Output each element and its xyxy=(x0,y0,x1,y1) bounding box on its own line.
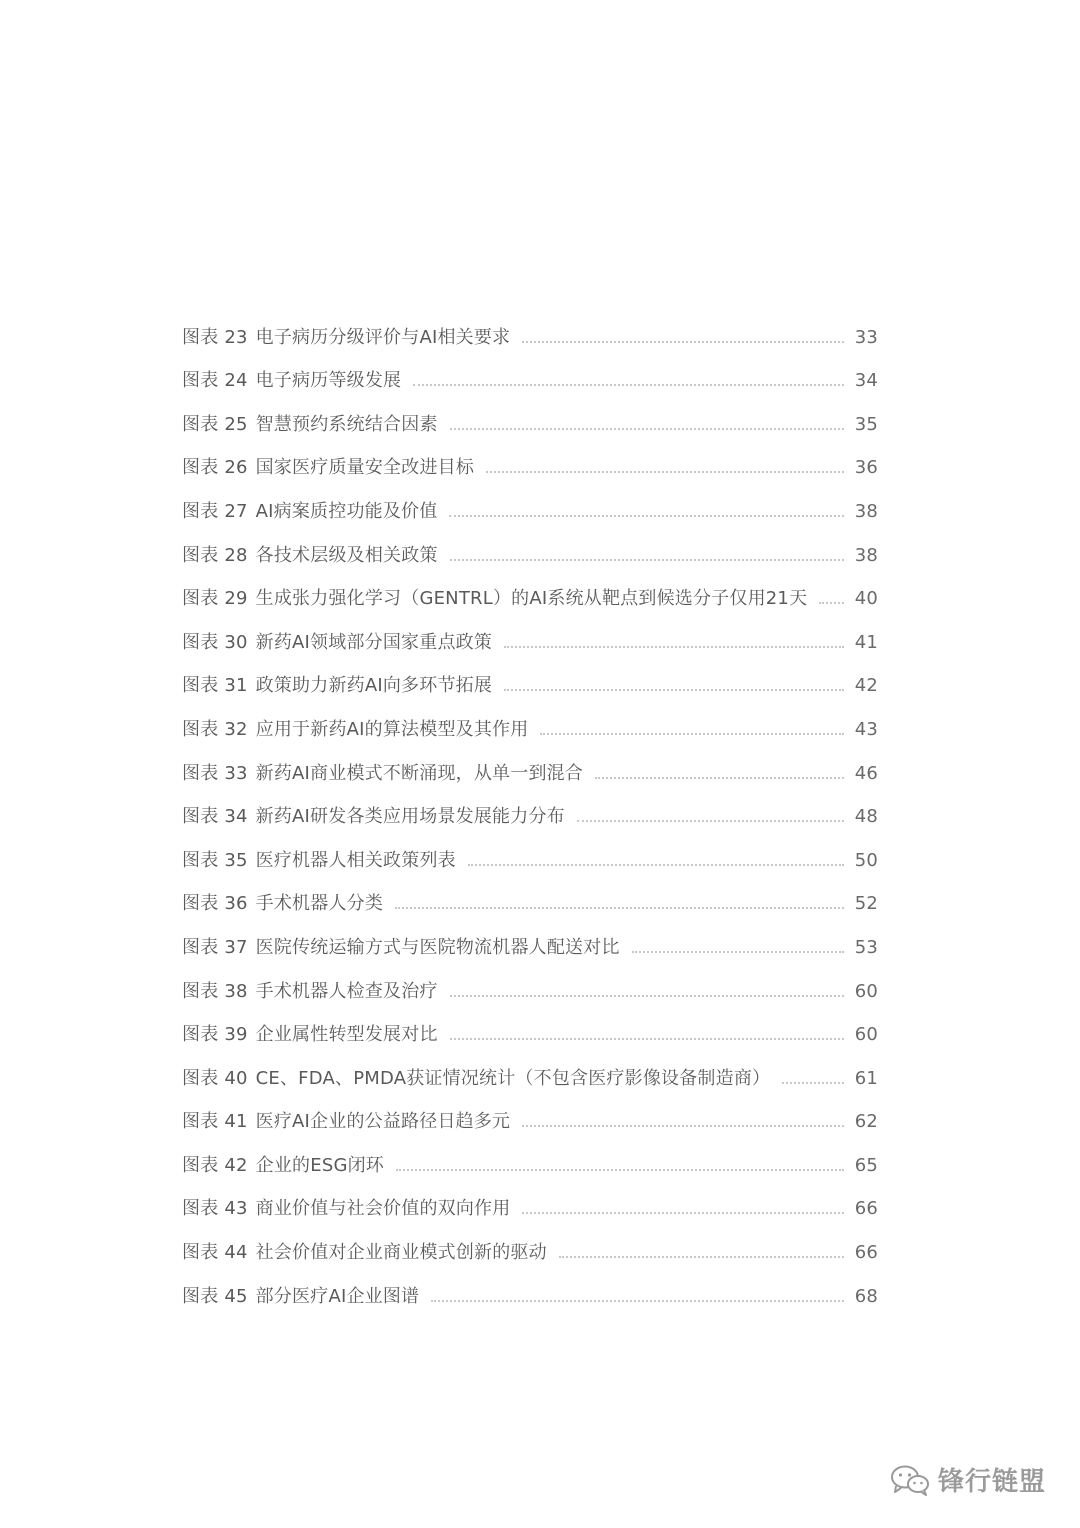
toc-entry[interactable] xyxy=(182,610,878,654)
toc-entry-title: 新药AI研发各类应用场景发展能力分布 xyxy=(255,806,565,828)
toc-entry[interactable] xyxy=(182,392,878,436)
toc-entry[interactable] xyxy=(182,1090,878,1134)
toc-entry[interactable] xyxy=(182,1220,878,1264)
toc-entry-title-group xyxy=(182,937,620,959)
toc-entry-title-group xyxy=(182,1286,419,1308)
toc-entry[interactable] xyxy=(182,1264,878,1308)
toc-leader-dots xyxy=(522,341,844,343)
toc-entry[interactable] xyxy=(182,959,878,1003)
toc-entry-label: 图表 36 xyxy=(182,893,248,915)
toc-entry-title-group xyxy=(182,806,565,828)
toc-entry[interactable] xyxy=(182,479,878,523)
toc-entry-title-group xyxy=(182,632,492,654)
toc-entry-title-group xyxy=(182,414,438,436)
toc-entry-label: 图表 35 xyxy=(182,849,248,871)
toc-entry-title-group xyxy=(182,370,401,392)
toc-entry[interactable] xyxy=(182,915,878,959)
toc-list xyxy=(182,305,878,1308)
toc-entry-label: 图表 23 xyxy=(182,326,248,348)
toc-leader-dots xyxy=(632,951,844,953)
toc-leader-dots xyxy=(396,1169,844,1171)
toc-entry[interactable] xyxy=(182,654,878,698)
toc-entry-label: 图表 38 xyxy=(182,980,248,1002)
toc-entry-title: 医院传统运输方式与医院物流机器人配送对比 xyxy=(255,936,620,958)
toc-entry-title-group xyxy=(182,1242,547,1264)
toc-entry-title-group xyxy=(182,501,437,523)
toc-entry-title-group xyxy=(182,981,438,1003)
toc-leader-dots xyxy=(450,1038,844,1040)
toc-entry-label: 图表 42 xyxy=(182,1154,248,1176)
toc-entry[interactable] xyxy=(182,567,878,611)
toc-entry-label: 图表 25 xyxy=(182,413,248,435)
toc-entry-label: 图表 44 xyxy=(182,1242,248,1264)
toc-leader-dots xyxy=(486,471,844,473)
toc-entry-label: 图表 30 xyxy=(182,631,248,653)
toc-leader-dots xyxy=(450,995,844,997)
toc-leader-dots xyxy=(819,602,844,604)
toc-entry-page: 65 xyxy=(854,1154,878,1176)
toc-entry-title: 生成张力强化学习（GENTRL）的AI系统从靶点到候选分子仅用21天 xyxy=(255,588,808,610)
toc-entry-page: 40 xyxy=(854,588,878,610)
toc-entry-label: 图表 27 xyxy=(182,500,248,522)
toc-leader-dots xyxy=(504,689,844,691)
toc-entry-label: 图表 41 xyxy=(182,1111,248,1133)
toc-entry-title-group xyxy=(182,1068,770,1090)
toc-entry-page: 38 xyxy=(854,544,878,566)
toc-entry-label: 图表 37 xyxy=(182,936,248,958)
toc-entry-title: 企业的ESG闭环 xyxy=(255,1154,384,1176)
toc-entry-title-group xyxy=(182,1024,438,1046)
toc-entry-title-group xyxy=(182,1198,510,1220)
toc-entry[interactable] xyxy=(182,305,878,349)
toc-entry-page: 36 xyxy=(854,457,878,479)
toc-entry-title-group xyxy=(182,327,510,349)
toc-entry-page: 60 xyxy=(854,1024,878,1046)
toc-entry-title: CE、FDA、PMDA获证情况统计（不包含医疗影像设备制造商） xyxy=(255,1067,771,1089)
toc-entry-title: 电子病历分级评价与AI相关要求 xyxy=(255,326,511,348)
toc-entry-page: 53 xyxy=(854,936,878,958)
toc-entry-page: 60 xyxy=(854,980,878,1002)
toc-entry-label: 图表 33 xyxy=(182,762,248,784)
toc-entry-title: 医疗AI企业的公益路径日趋多元 xyxy=(255,1111,511,1133)
toc-entry-title-group xyxy=(182,893,383,915)
toc-entry-title-group xyxy=(182,763,583,785)
toc-entry-label: 图表 24 xyxy=(182,370,248,392)
toc-entry[interactable] xyxy=(182,741,878,785)
toc-entry-title-group xyxy=(182,675,492,697)
toc-entry-label: 图表 45 xyxy=(182,1285,248,1307)
toc-entry-page: 68 xyxy=(854,1285,878,1307)
toc-entry[interactable] xyxy=(182,1046,878,1090)
toc-entry-page: 66 xyxy=(854,1198,878,1220)
toc-entry-label: 图表 43 xyxy=(182,1198,248,1220)
toc-leader-dots xyxy=(395,907,844,909)
toc-entry-page: 62 xyxy=(854,1111,878,1133)
toc-entry-title: AI病案质控功能及价值 xyxy=(255,500,438,522)
toc-leader-dots xyxy=(782,1082,844,1084)
toc-leader-dots xyxy=(450,428,844,430)
toc-entry-title-group xyxy=(182,588,807,610)
toc-entry-title: 社会价值对企业商业模式创新的驱动 xyxy=(255,1242,547,1264)
toc-leader-dots xyxy=(540,733,844,735)
toc-entry[interactable] xyxy=(182,785,878,829)
toc-entry-title: 国家医疗质量安全改进目标 xyxy=(255,457,475,479)
toc-entry-title: 手术机器人分类 xyxy=(255,893,384,915)
toc-entry-title-group xyxy=(182,1155,384,1177)
toc-entry[interactable] xyxy=(182,872,878,916)
toc-entry-title: 手术机器人检查及治疗 xyxy=(255,980,438,1002)
toc-leader-dots xyxy=(413,384,844,386)
toc-entry-page: 52 xyxy=(854,893,878,915)
toc-entry-title: 新药AI商业模式不断涌现，从单一到混合 xyxy=(255,762,584,784)
toc-entry-page: 46 xyxy=(854,762,878,784)
toc-entry-title-group xyxy=(182,1111,510,1133)
toc-entry-title: 医疗机器人相关政策列表 xyxy=(255,849,456,871)
toc-entry-title-group xyxy=(182,719,528,741)
toc-entry-page: 33 xyxy=(854,326,878,348)
toc-entry[interactable] xyxy=(182,436,878,480)
toc-entry-title: 商业价值与社会价值的双向作用 xyxy=(255,1198,511,1220)
toc-entry[interactable] xyxy=(182,349,878,393)
toc-entry-title: 企业属性转型发展对比 xyxy=(255,1024,438,1046)
toc-entry[interactable] xyxy=(182,697,878,741)
toc-entry-title-group xyxy=(182,850,456,872)
toc-entry-label: 图表 26 xyxy=(182,457,248,479)
toc-entry-title-group xyxy=(182,545,438,567)
toc-entry-page: 35 xyxy=(854,413,878,435)
toc-entry-title: 部分医疗AI企业图谱 xyxy=(255,1285,420,1307)
toc-entry-page: 42 xyxy=(854,675,878,697)
toc-leader-dots xyxy=(522,1212,844,1214)
toc-entry[interactable] xyxy=(182,1003,878,1047)
toc-entry[interactable] xyxy=(182,1177,878,1221)
toc-entry-title: 新药AI领域部分国家重点政策 xyxy=(255,631,493,653)
toc-entry[interactable] xyxy=(182,1133,878,1177)
toc-entry[interactable] xyxy=(182,828,878,872)
toc-entry[interactable] xyxy=(182,523,878,567)
toc-leader-dots xyxy=(449,515,844,517)
toc-entry-page: 38 xyxy=(854,500,878,522)
toc-entry-page: 34 xyxy=(854,370,878,392)
wechat-icon xyxy=(890,1464,930,1496)
toc-entry-page: 61 xyxy=(854,1067,878,1089)
watermark-text: 锋行链盟 xyxy=(937,1467,1046,1497)
toc-leader-dots xyxy=(504,646,844,648)
toc-entry-label: 图表 29 xyxy=(182,588,248,610)
toc-entry-label: 图表 40 xyxy=(182,1067,248,1089)
toc-entry-title: 智慧预约系统结合因素 xyxy=(255,413,438,435)
toc-entry-title: 应用于新药AI的算法模型及其作用 xyxy=(255,718,529,740)
toc-entry-label: 图表 32 xyxy=(182,718,248,740)
toc-entry-page: 43 xyxy=(854,718,878,740)
toc-leader-dots xyxy=(450,559,844,561)
toc-entry-label: 图表 31 xyxy=(182,675,248,697)
toc-entry-label: 图表 39 xyxy=(182,1024,248,1046)
toc-leader-dots xyxy=(468,864,844,866)
toc-entry-label: 图表 28 xyxy=(182,544,248,566)
toc-entry-title: 电子病历等级发展 xyxy=(255,370,402,392)
toc-entry-page: 48 xyxy=(854,806,878,828)
toc-entry-title-group xyxy=(182,457,474,479)
toc-leader-dots xyxy=(522,1125,844,1127)
toc-entry-label: 图表 34 xyxy=(182,806,248,828)
toc-entry-title: 政策助力新药AI向多环节拓展 xyxy=(255,675,493,697)
toc-leader-dots xyxy=(577,820,844,822)
toc-entry-title: 各技术层级及相关政策 xyxy=(255,544,438,566)
toc-entry-page: 50 xyxy=(854,849,878,871)
toc-entry-page: 66 xyxy=(854,1242,878,1264)
toc-leader-dots xyxy=(559,1256,844,1258)
toc-leader-dots xyxy=(595,777,844,779)
watermark xyxy=(890,1461,1046,1498)
toc-leader-dots xyxy=(431,1300,844,1302)
toc-entry-page: 41 xyxy=(854,631,878,653)
